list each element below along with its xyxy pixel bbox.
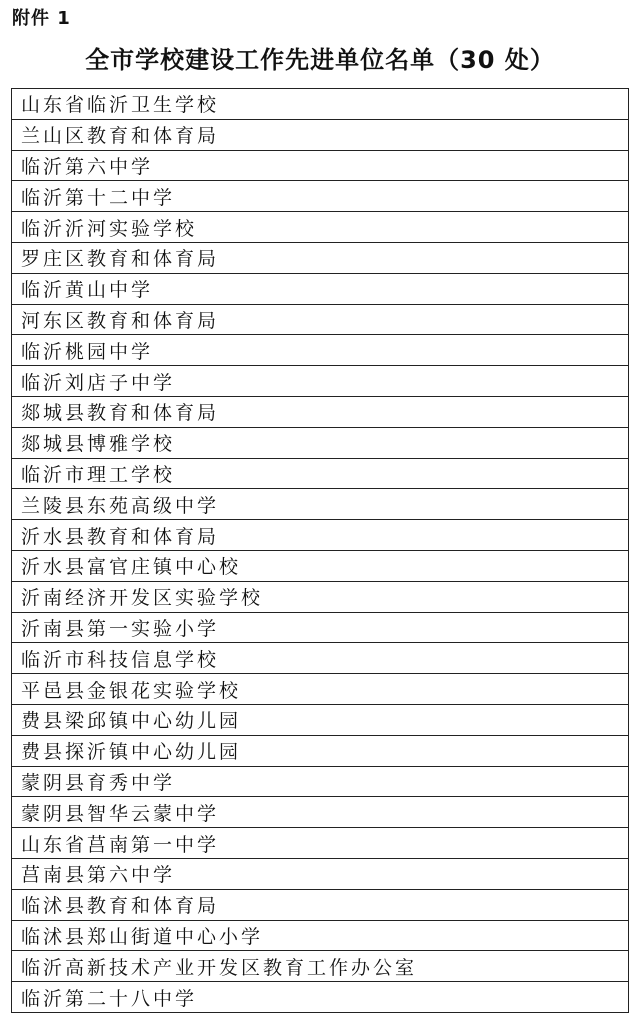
table-row: 郯城县博雅学校 bbox=[12, 428, 628, 459]
table-row: 临沂沂河实验学校 bbox=[12, 212, 628, 243]
table-row: 蒙阴县智华云蒙中学 bbox=[12, 797, 628, 828]
table-row: 莒南县第六中学 bbox=[12, 859, 628, 890]
table-row: 兰山区教育和体育局 bbox=[12, 120, 628, 151]
table-row: 临沂桃园中学 bbox=[12, 335, 628, 366]
table-row: 蒙阴县育秀中学 bbox=[12, 767, 628, 798]
unit-list-table bbox=[11, 88, 629, 1013]
table-row: 临沂刘店子中学 bbox=[12, 366, 628, 397]
table-row: 兰陵县东苑高级中学 bbox=[12, 489, 628, 520]
table-row: 沂南县第一实验小学 bbox=[12, 613, 628, 644]
table-row: 临沭县教育和体育局 bbox=[12, 890, 628, 921]
table-row: 沂水县教育和体育局 bbox=[12, 520, 628, 551]
table-row: 平邑县金银花实验学校 bbox=[12, 674, 628, 705]
table-row: 沂南经济开发区实验学校 bbox=[12, 582, 628, 613]
table-row: 河东区教育和体育局 bbox=[12, 305, 628, 336]
table-row: 临沂第六中学 bbox=[12, 151, 628, 182]
table-row: 临沂第二十八中学 bbox=[12, 982, 628, 1013]
table-row: 临沭县郑山街道中心小学 bbox=[12, 921, 628, 952]
table-row: 临沂高新技术产业开发区教育工作办公室 bbox=[12, 951, 628, 982]
table-row: 罗庄区教育和体育局 bbox=[12, 243, 628, 274]
table-row: 临沂黄山中学 bbox=[12, 274, 628, 305]
attachment-label: 附件 1 bbox=[12, 8, 71, 29]
table-row: 临沂市科技信息学校 bbox=[12, 643, 628, 674]
page-title: 全市学校建设工作先进单位名单（30 处） bbox=[85, 46, 555, 74]
table-row: 临沂市理工学校 bbox=[12, 459, 628, 490]
table-row: 沂水县富官庄镇中心校 bbox=[12, 551, 628, 582]
table-row: 费县梁邱镇中心幼儿园 bbox=[12, 705, 628, 736]
table-row: 临沂第十二中学 bbox=[12, 181, 628, 212]
table-row: 山东省临沂卫生学校 bbox=[12, 89, 628, 120]
table-row: 山东省莒南第一中学 bbox=[12, 828, 628, 859]
table-row: 费县探沂镇中心幼儿园 bbox=[12, 736, 628, 767]
table-row: 郯城县教育和体育局 bbox=[12, 397, 628, 428]
